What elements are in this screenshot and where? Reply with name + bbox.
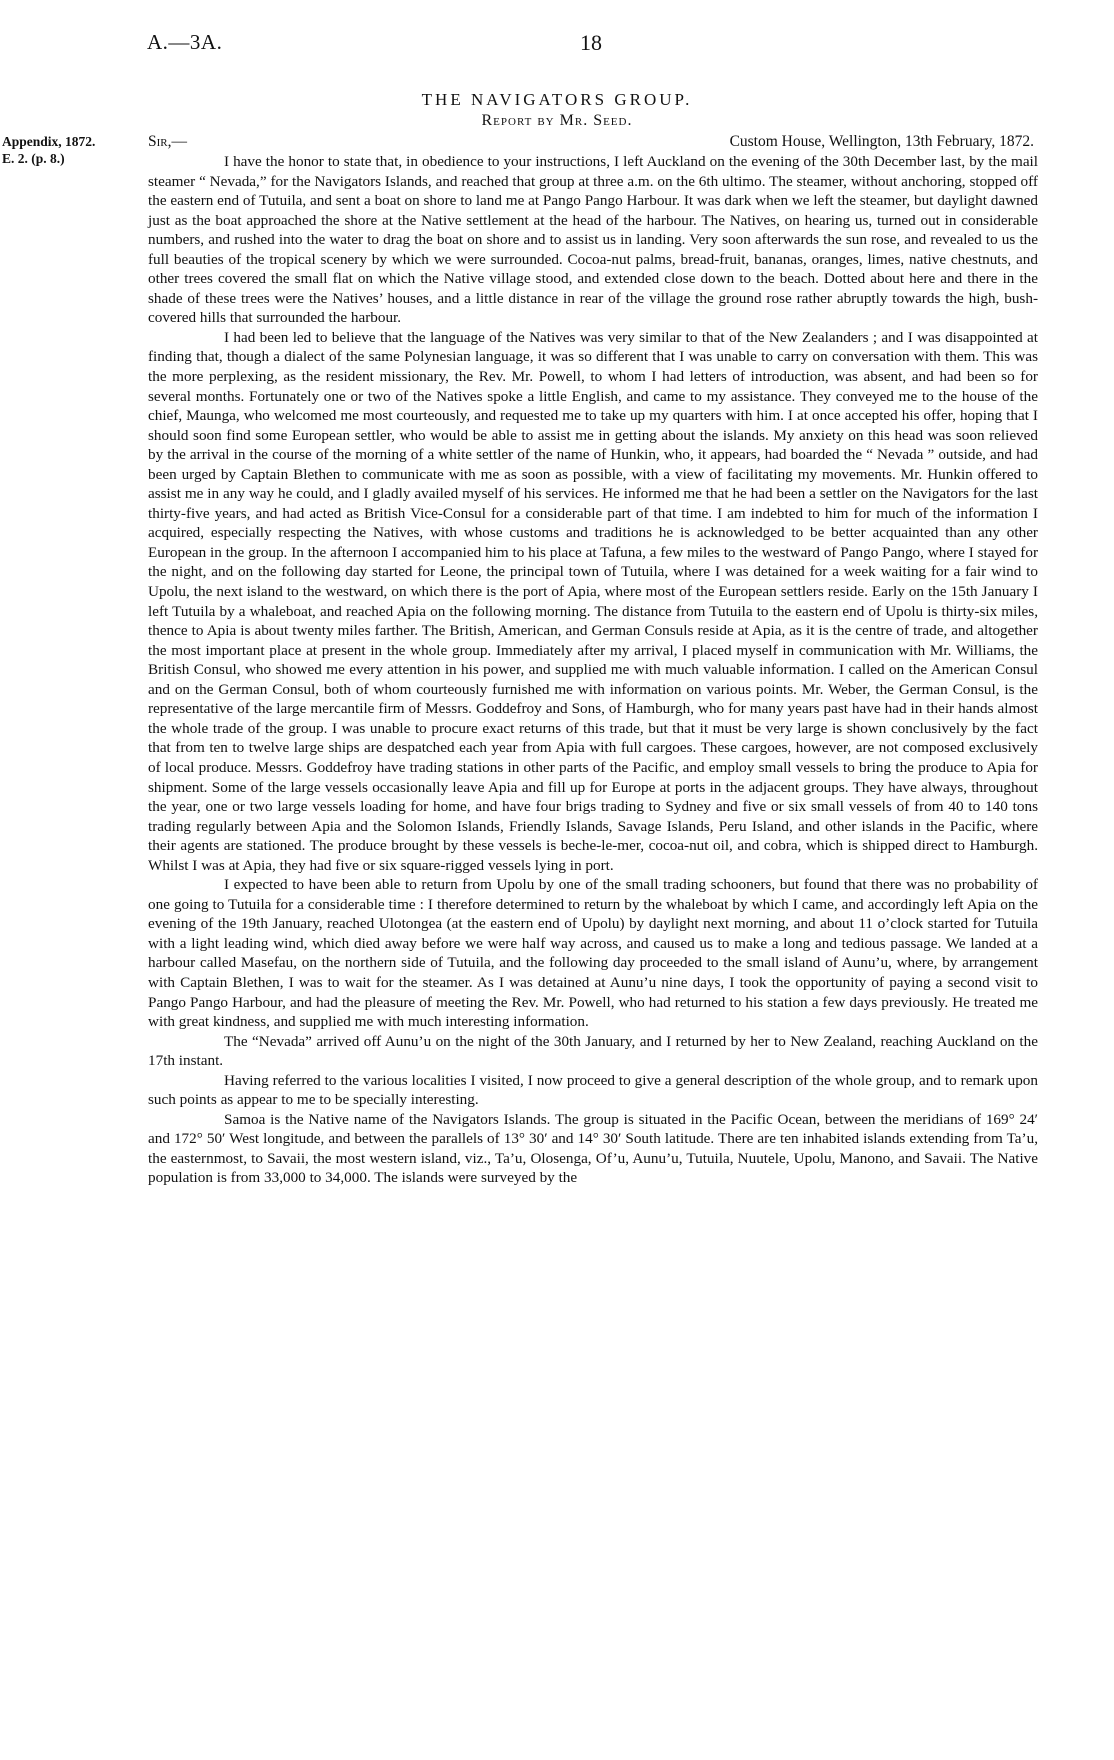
margin-note-line: E. 2. (p. 8.): [2, 151, 65, 166]
paragraph: Having referred to the various localities I visited, I now proceed to give a general description of the whole group, and to remark upon such points as appear to me to be specially interesting.: [148, 1071, 1038, 1109]
dateline: Custom House, Wellington, 13th February, 1872.: [729, 133, 1034, 150]
document-title: THE NAVIGATORS GROUP.: [421, 90, 693, 109]
page-number: 18: [580, 30, 602, 55]
paragraph: I had been led to believe that the language of the Natives was very similar to that of the New Zealanders ; and I was disappointed at finding that, though a dialect of the same Polynesian language, it was so different that I was unable to carry on conversation with them. This was the more perplexing, as the resident missionary, the Rev. Mr. Powell, to whom I had letters of introduction, was absent, and had been so for several months. Fortunately one or two of the Natives spoke a little English, and came to my assistance. They conveyed me to the house of the chief, Maunga, who welcomed me most courteously, and requested me to take up my quarters with him. I at once accepted his offer, hoping that I should soon find some European settler, who would be able to assist me in getting about the islands. My anxiety on this head was soon relieved by the arrival in the course of the morning of a white settler of the name of Hunkin, who, it appears, had boarded the “ Nevada ” outside, and had been urged by Captain Blethen to communicate with me as soon as possible, with a view of facilitating my movements. Mr. Hunkin offered to assist me in any way he could, and I gladly availed myself of his services. He informed me that he had been a settler on the Navigators for the last thirty-five years, and had acted as British Vice-Consul for a considerable part of that time. I am indebted to him for much of the information I acquired, especially respecting the Natives, with whose customs and traditions he is acknowledged to be better acquainted than any other European in the group. In the afternoon I accompanied him to his place at Tafuna, a few miles to the westward of Pango Pango, where I stayed for the night, and on the following day started for Leone, the principal town of Tutuila, where I was detained for a week waiting for a fair wind to Upolu, the next island to the westward, on which there is the port of Apia, where most of the European settlers reside. Early on the 15th January I left Tutuila by a whaleboat, and reached Apia on the following morning. The distance from Tutuila to the eastern end of Upolu is thirty-six miles, thence to Apia is about twenty miles farther. The British, American, and German Consuls reside at Apia, as it is the centre of trade, and altogether the most important place at present in the whole group. Immediately after my arrival, I placed myself in communication with Mr. Williams, the British Consul, who showed me every attention in his power, and supplied me with much valuable information. I called on the American Consul and on the German Consul, both of whom courteously furnished me with information on various points. Mr. Weber, the German Consul, is the representative of the large mercantile firm of Messrs. Goddefroy and Sons, of Hamburgh, who for many years past have had in their hands almost the whole trade of the group. I was unable to procure exact returns of this trade, but that it must be very large is shown conclusively by the fact that from ten to twelve large ships are despatched each year from Apia with full cargoes. These cargoes, however, are not composed exclusively of local produce. Messrs. Goddefroy have trading stations in other parts of the Pacific, and employ small vessels to bring the produce to Apia for shipment. Some of the large vessels occasionally leave Apia and fill up for Europe at ports in the adjacent groups. They have always, throughout the year, one or two large vessels loading for home, and have four brigs trading to Sydney and five or six small vessels of from 40 to 140 tons trading regularly between Apia and the Solomon Islands, Friendly Islands, Savage Islands, Peru Island, and other islands in the Pacific, where their agents are stationed. The produce brought by these vessels is beche-le-mer, cocoa-nut oil, and cobra, which is shipped direct to Hamburgh. Whilst I was at Apia, they had five or six square-rigged vessels lying in port.: [148, 328, 1038, 874]
document-subtitle: Report by Mr. Seed.: [481, 112, 633, 129]
paragraph: I expected to have been able to return from Upolu by one of the small trading schooners, but found that there was no probability of one going to Tutuila for a considerable time : I therefore determined to return by the whaleboat by which I came, and accordingly left Apia on the evening of the 19th January, reached Ulotongea (at the eastern end of Upolu) by daylight next morning, and about 11 o’clock started for Tutuila with a light leading wind, which died away before we were half way across, and caused us to make a long and tedious passage. We landed at a harbour called Masefau, on the northern side of Tutuila, and the following day proceeded to the small island of Aunu’u, where, by arrangement with Captain Blethen, I was to wait for the steamer. As I was detained at Aunu’u nine days, I took the opportunity of paying a second visit to Pango Pango Harbour, and had the pleasure of meeting the Rev. Mr. Powell, who had returned to his station a few days previously. He treated me with great kindness, and supplied me with much interesting information.: [148, 876, 1038, 1031]
salutation: Sir,—: [148, 133, 187, 150]
paragraph: Samoa is the Native name of the Navigators Islands. The group is situated in the Pacific Ocean, between the meridians of 169° 24′ and 172° 50′ West longitude, and between the parallels of 13° 30′ and 14° 30′ South latitude. There are ten inhabited islands extending from Ta’u, the easternmost, to Savaii, the most western island, viz., Ta’u, Olosenga, Of’u, Aunu’u, Tutuila, Nuutele, Upolu, Manono, and Savaii. The Native population is from 33,000 to 34,000. The islands were surveyed by the: [148, 1110, 1038, 1187]
section-reference: A.—3A.: [147, 30, 223, 54]
report-body: [148, 152, 1038, 1188]
margin-note-line: Appendix, 1872.: [2, 134, 96, 149]
paragraph: The “Nevada” arrived off Aunu’u on the night of the 30th January, and I returned by her to New Zealand, reaching Auckland on the 17th instant.: [148, 1032, 1038, 1070]
paragraph: I have the honor to state that, in obedience to your instructions, I left Auckland on the evening of the 30th December last, by the mail steamer “ Nevada,” for the Navigators Islands, and reached that group at three a.m. on the 6th ultimo. The steamer, without anchoring, stopped off the eastern end of Tutuila, and sent a boat on shore to land me at Pango Pango Harbour. It was dark when we left the steamer, but daylight dawned just as the boat approached the shore at the Native settlement at the head of the harbour. The Natives, on hearing us, turned out in considerable numbers, and rushed into the water to drag the boat on shore and to assist us in landing. Very soon afterwards the sun rose, and revealed to us the full beauties of the tropical scenery by which we were surrounded. Cocoa-nut palms, bread-fruit, bananas, oranges, limes, native chestnuts, and other trees covered the small flat on which the Native village stood, and extended close down to the beach. Dotted about here and there in the shade of these trees were the Natives’ houses, and a little distance in rear of the village the ground rose rather abruptly towards the high, bush-covered hills that surrounded the harbour.: [148, 153, 1038, 327]
margin-note: [2, 133, 95, 167]
